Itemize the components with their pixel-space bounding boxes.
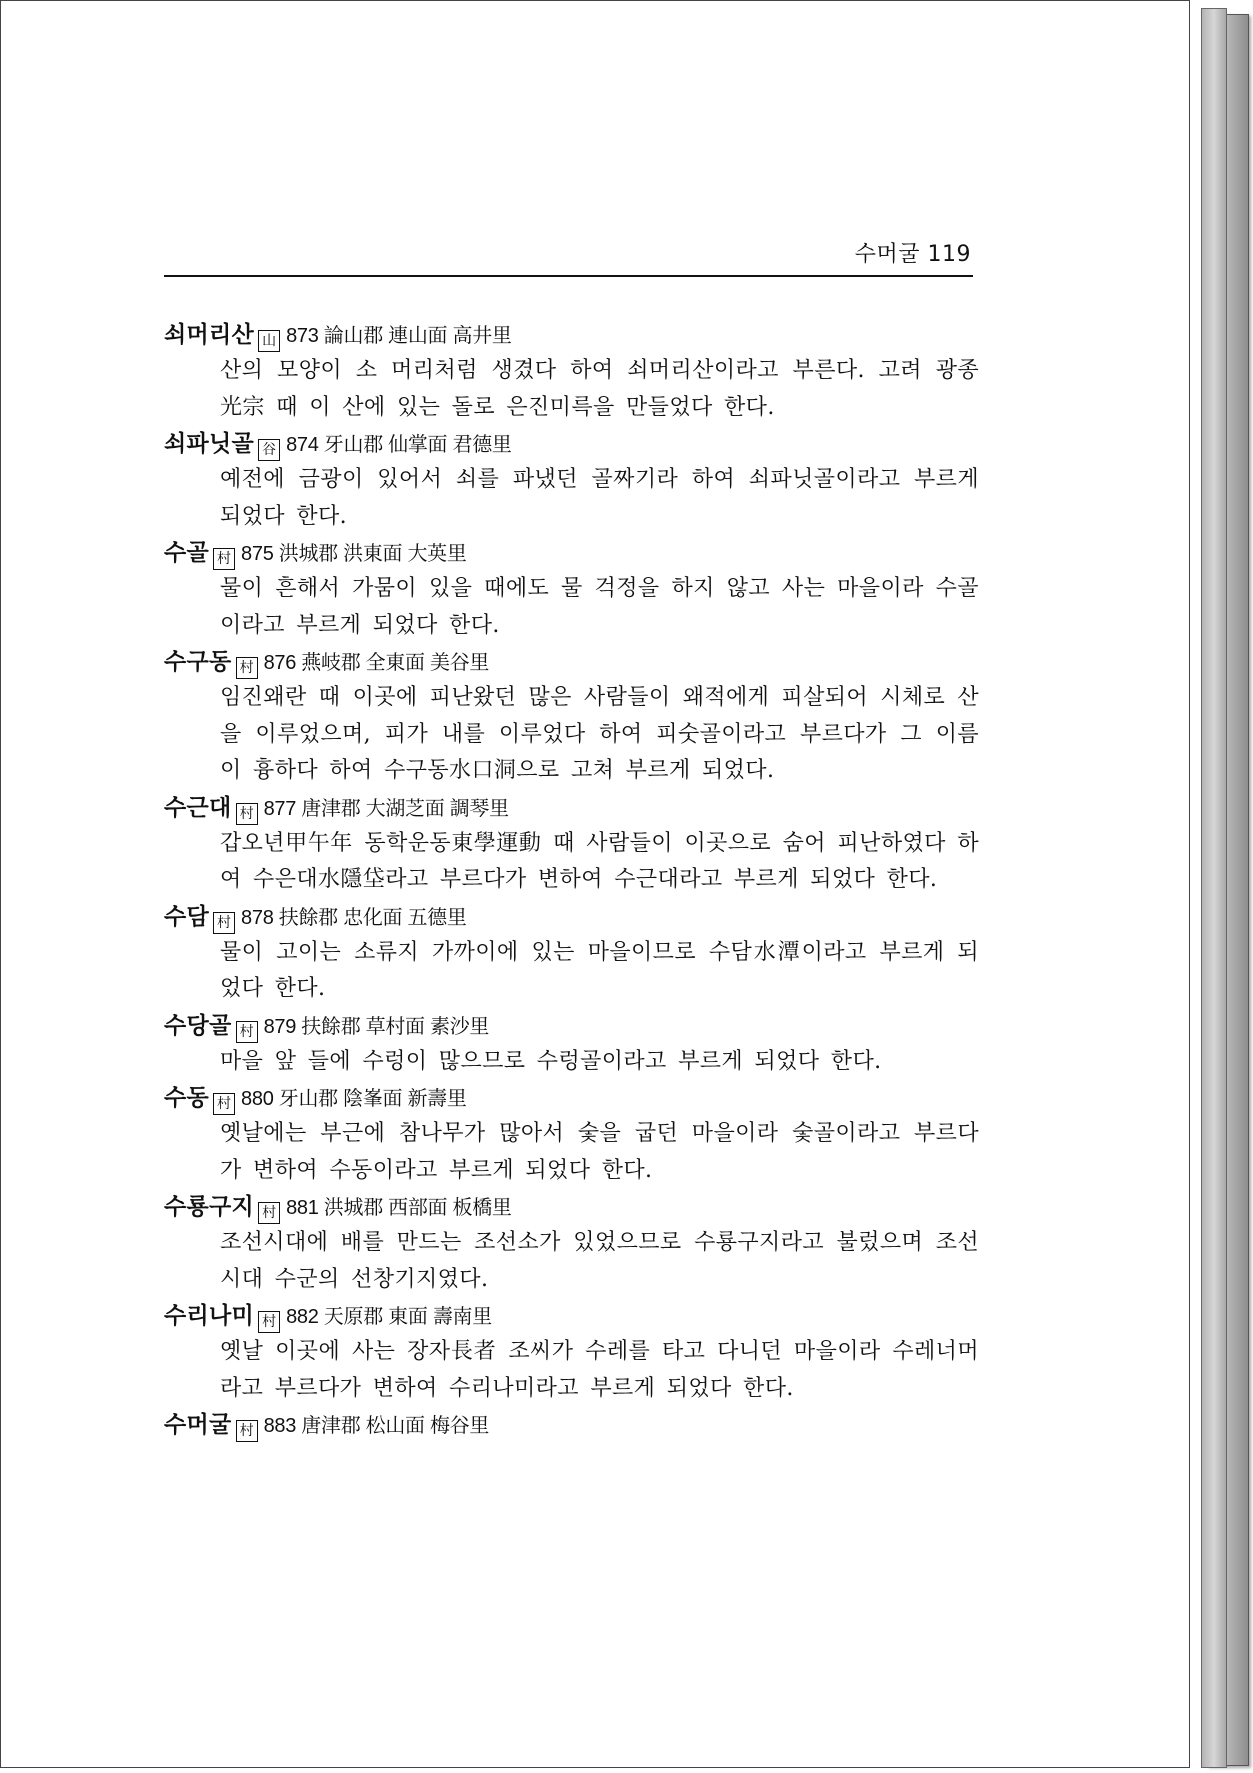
dictionary-entry bbox=[164, 535, 979, 644]
entry-headword: 수근대 bbox=[164, 794, 232, 821]
entry-type-mark: 村 bbox=[236, 1420, 258, 1442]
entry-description: 물이 고이는 소류지 가까이에 있는 마을이므로 수담水潭이라고 부르게 되었다 한다. bbox=[220, 939, 979, 1001]
dictionary-entry bbox=[164, 1298, 979, 1407]
dictionary-entry bbox=[164, 1080, 979, 1189]
entry-type-mark: 村 bbox=[213, 912, 235, 934]
entry-headword: 수당골 bbox=[164, 1012, 232, 1039]
entry-type-mark: 村 bbox=[258, 1311, 280, 1333]
entry-headword: 수머굴 bbox=[164, 1412, 232, 1438]
entry-type-mark: 村 bbox=[213, 548, 235, 570]
entry-type-mark: 村 bbox=[258, 1202, 280, 1224]
entry-type-mark: 谷 bbox=[258, 439, 280, 461]
entry-headword: 수골 bbox=[164, 540, 210, 566]
entry-reference: 878 扶餘郡 忠化面 五德里 bbox=[241, 906, 467, 929]
entry-reference: 874 牙山郡 仙掌面 君德里 bbox=[286, 434, 512, 456]
entry-reference: 877 唐津郡 大湖芝面 調琴里 bbox=[263, 797, 509, 820]
page-body bbox=[164, 317, 979, 1443]
entry-type-mark: 村 bbox=[236, 657, 258, 679]
entry-description: 산의 모양이 소 머리처럼 생겼다 하여 쇠머리산이라고 부른다. 고려 광종光宗 때 이 산에 있는 돌로 은진미륵을 만들었다 한다. bbox=[220, 358, 979, 420]
entry-head bbox=[164, 317, 979, 353]
page-stack-edge-inner bbox=[1201, 8, 1227, 1768]
entry-head bbox=[164, 535, 979, 571]
entry-reference: 881 洪城郡 西部面 板橋里 bbox=[286, 1197, 512, 1219]
entry-description: 옛날에는 부근에 참나무가 많아서 숯을 굽던 마을이라 숯골이라고 부르다가 변하여 수동이라고 부르게 되었다 한다. bbox=[220, 1121, 979, 1183]
entry-type-mark: 村 bbox=[213, 1093, 235, 1115]
entry-description: 임진왜란 때 이곳에 피난왔던 많은 사람들이 왜적에게 피살되어 시체로 산을 이루었으며, 피가 내를 이루었다 하여 피숫골이라고 부르다가 그 이름이 흉하다 하여 수구동水口洞으로 고쳐 부르게 되었다. bbox=[220, 685, 979, 783]
entry-head bbox=[164, 790, 979, 826]
entry-head bbox=[164, 1189, 979, 1225]
entry-description: 조선시대에 배를 만드는 조선소가 있었으므로 수룡구지라고 불렀으며 조선시대 수군의 선창기지였다. bbox=[220, 1230, 979, 1292]
entry-reference: 880 牙山郡 陰峯面 新壽里 bbox=[241, 1088, 467, 1110]
entry-reference: 882 天原郡 東面 壽南里 bbox=[286, 1306, 492, 1328]
entry-headword: 쇠머리산 bbox=[164, 322, 255, 348]
entry-head bbox=[164, 1008, 979, 1044]
entry-description: 마을 앞 들에 수렁이 많으므로 수렁골이라고 부르게 되었다 한다. bbox=[220, 1048, 882, 1074]
dictionary-entry bbox=[164, 1008, 979, 1081]
entry-headword: 수리나미 bbox=[164, 1303, 255, 1329]
entry-type-mark: 村 bbox=[236, 803, 258, 825]
dictionary-entry bbox=[164, 426, 979, 535]
entry-description: 예전에 금광이 있어서 쇠를 파냈던 골짜기라 하여 쇠파닛골이라고 부르게 되었다 한다. bbox=[220, 467, 979, 529]
entry-type-mark: 村 bbox=[236, 1021, 258, 1043]
dictionary-entry bbox=[164, 1407, 979, 1443]
entry-reference: 879 扶餘郡 草村面 素沙里 bbox=[263, 1015, 490, 1038]
entry-description: 옛날 이곳에 사는 장자長者 조씨가 수레를 타고 다니던 마을이라 수레너머라고 부르다가 변하여 수리나미라고 부르게 되었다 한다. bbox=[220, 1339, 979, 1401]
entry-head bbox=[164, 1080, 979, 1116]
entry-head bbox=[164, 1407, 979, 1443]
entry-headword: 수룡구지 bbox=[164, 1194, 255, 1220]
entry-reference: 873 論山郡 連山面 高井里 bbox=[286, 325, 512, 347]
entry-head bbox=[164, 899, 979, 935]
running-header bbox=[164, 235, 973, 277]
entry-reference: 876 燕岐郡 全東面 美谷里 bbox=[263, 652, 490, 674]
dictionary-entry bbox=[164, 644, 979, 790]
entry-description: 물이 흔해서 가뭄이 있을 때에도 물 걱정을 하지 않고 사는 마을이라 수골이라고 부르게 되었다 한다. bbox=[220, 576, 979, 638]
entry-reference: 883 唐津郡 松山面 梅谷里 bbox=[263, 1415, 490, 1437]
entry-headword: 수동 bbox=[164, 1085, 210, 1111]
running-header-title: 수머굴 119 bbox=[854, 242, 971, 267]
entry-description: 갑오년甲午年 동학운동東學運動 때 사람들이 이곳으로 숨어 피난하였다 하여 수은대水隱垈라고 부르다가 변하여 수근대라고 부르게 되었다 한다. bbox=[220, 830, 979, 892]
entry-type-mark: 山 bbox=[258, 330, 280, 352]
dictionary-entry bbox=[164, 790, 979, 899]
entry-head bbox=[164, 644, 979, 680]
entry-headword: 수구동 bbox=[164, 649, 232, 675]
entry-headword: 수담 bbox=[164, 903, 210, 930]
entry-head bbox=[164, 426, 979, 462]
entry-headword: 쇠파닛골 bbox=[164, 431, 255, 457]
entry-reference: 875 洪城郡 洪東面 大英里 bbox=[241, 543, 467, 565]
entry-head bbox=[164, 1298, 979, 1334]
dictionary-entry bbox=[164, 1189, 979, 1298]
dictionary-entry bbox=[164, 899, 979, 1008]
dictionary-entry bbox=[164, 317, 979, 426]
